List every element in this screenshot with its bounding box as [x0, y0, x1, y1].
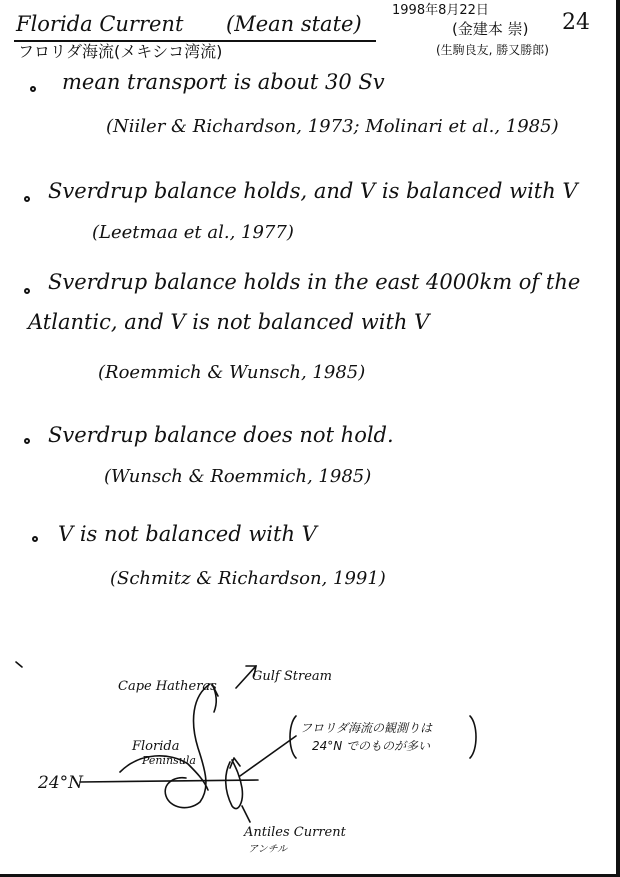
item-5-reference: (Schmitz & Richardson, 1991)	[110, 568, 386, 589]
note-line-2: 24°N でのものが多い	[312, 739, 431, 753]
bullet-4	[24, 438, 30, 444]
label-cape-hatteras: Cape Hatheras	[118, 679, 217, 694]
tick-mark	[16, 662, 22, 667]
note-pointer	[240, 736, 296, 776]
author: (金建本 崇)	[452, 20, 529, 38]
japanese-title: フロリダ海流(メキシコ湾流)	[18, 42, 223, 61]
item-2-reference: (Leetmaa et al., 1977)	[92, 222, 294, 243]
label-gulf-stream: Gulf Stream	[252, 669, 332, 684]
bullet-5	[32, 536, 38, 542]
label-antilles-jp: アンチル	[248, 844, 288, 855]
item-2-text: Sverdrup balance holds, and V is balanced with V	[48, 179, 578, 203]
bullet-3	[24, 288, 30, 294]
item-3-text-line1: Sverdrup balance holds in the east 4000km of the	[48, 270, 581, 294]
item-1-reference: (Niiler & Richardson, 1973; Molinari et al., 1985)	[106, 116, 559, 137]
coauthors: (生駒良友, 勝又勝郎)	[436, 43, 549, 57]
label-peninsula: Peninsula	[142, 754, 196, 767]
bullet-1	[30, 86, 36, 92]
page-subtitle: (Mean state)	[226, 12, 362, 36]
label-florida: Florida	[132, 739, 180, 754]
item-4-text: Sverdrup balance does not hold.	[48, 423, 394, 447]
item-1-text: mean transport is about 30 Sv	[62, 70, 385, 94]
date: 1998年8月22日	[392, 3, 489, 18]
item-4-reference: (Wunsch & Roemmich, 1985)	[104, 466, 372, 487]
label-antilles-current: Antiles Current	[244, 825, 346, 840]
antilles-pointer	[242, 806, 250, 822]
note-line-1: フロリダ海流の観測りは	[300, 721, 433, 735]
page-number: 24	[562, 10, 590, 35]
item-3-text-line2: Atlantic, and V is not balanced with V	[28, 310, 430, 334]
item-5-text: V is not balanced with V	[58, 522, 317, 546]
item-3-reference: (Roemmich & Wunsch, 1985)	[98, 362, 366, 383]
page-title: Florida Current	[16, 12, 184, 36]
antilles-loop	[226, 760, 243, 809]
label-latitude: 24°N	[38, 773, 84, 793]
bullet-2	[24, 196, 30, 202]
florida-current-diagram	[0, 640, 620, 875]
note-bracket-right	[470, 716, 476, 758]
